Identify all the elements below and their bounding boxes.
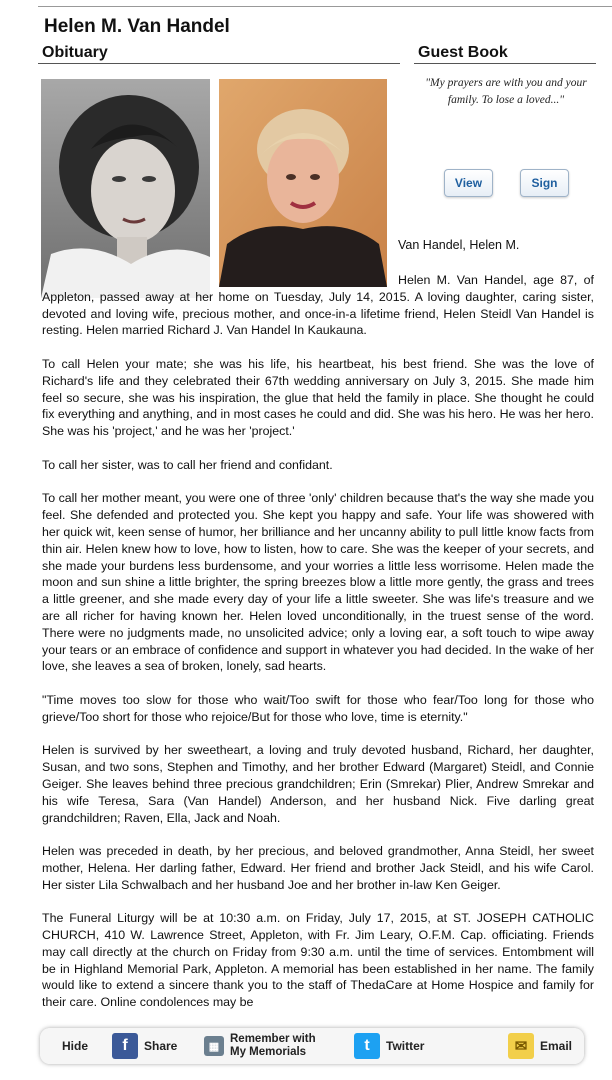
obituary-paragraph: The Funeral Liturgy will be at 10:30 a.m. on Friday, July 17, 2015, at ST. JOSEPH CATHOLIC CHURCH, 410 W. Lawrence Street, Appleton, with Fr. Jim Leary, O.F.M. Cap. officiating. Friends may call directly at the church on Friday from 9:30 a.m. until the time of services. Entombment will be in Highland Memorial Park, Appleton. A memorial has been established in her name. The family would like to extend a sincere thank you to the staff of ThedaCare at Home Hospice and family for their care. Online condolences may be — [42, 911, 594, 1010]
hide-button[interactable] — [62, 1028, 88, 1064]
email-button[interactable] — [508, 1028, 572, 1064]
portrait-photo-recent — [219, 79, 387, 287]
share-toolbar — [40, 1028, 584, 1064]
share-label: Share — [144, 1039, 178, 1053]
hide-label: Hide — [62, 1039, 89, 1053]
obituary-body — [42, 272, 594, 1028]
obituary-divider — [38, 63, 400, 64]
remember-button[interactable] — [204, 1028, 330, 1064]
view-button[interactable]: View — [444, 169, 493, 197]
facebook-icon: f — [112, 1033, 138, 1059]
sign-button[interactable]: Sign — [520, 169, 569, 197]
obituary-paragraph: "Time moves too slow for those who wait/Too swift for those who fear/Too long for those who grieve/Too short for those who rejoice/But for those who love, time is eternity." — [42, 692, 594, 724]
obituary-paragraph: Helen was preceded in death, by her precious, and beloved grandmother, Anna Steidl, her sweet mother, Helena. Her darling father, Edward. Her friend and brother Jack Steidl, and his wife Carol. Her sister Lila Schwalbach and her husband Joe and her brother in-law Ken Geiger. — [42, 844, 594, 892]
obituary-name-line: Van Handel, Helen M. — [398, 238, 520, 252]
obituary-paragraph: Helen M. Van Handel, age 87, of Appleton, passed away at her home on Tuesday, July 14, 2015. A loving daughter, caring sister, devoted and loving wife, precious mother, and once-in-a lifetime friend, Helen Steidl Van Handel is resting. Helen married Richard J. Van Handel In Kaukauna. — [42, 273, 594, 338]
obituary-paragraph: To call her sister, was to call her friend and confidant. — [42, 457, 333, 472]
obituary-paragraph: Helen is survived by her sweetheart, a loving and truly devoted husband, Richard, her daughter, Susan, and two sons, Stephen and Timothy, and her brother Edward (Margaret) Steidl, and Connie Geiger. She leaves behind three precious grandchildren; Erin (Smrekar) Plier, Andrew Smrekar and his wife Teresa, Sara (Van Handel) Anderson, and her husband Nick. Five darling great grandchildren; Raven, Ella, Jack and Noah. — [42, 743, 594, 825]
guest-book-heading: Guest Book — [418, 44, 508, 61]
page-title: Helen M. Van Handel — [44, 16, 230, 37]
twitter-icon: t — [354, 1033, 380, 1059]
twitter-button[interactable] — [354, 1028, 424, 1064]
email-icon: ✉ — [508, 1033, 534, 1059]
memorials-icon: ▦ — [204, 1036, 224, 1056]
portrait-photo-young — [41, 79, 210, 298]
obituary-paragraph: To call Helen your mate; she was his life, his heartbeat, his best friend. She was the love of Richard's life and they celebrated their 67th wedding anniversary on July 3, 2015. She made him feel so secure, she was his inspiration, the glue that held the family in place. She thought he could fix everything and anything, and in most cases he could and did. She was his hero. He was her hero. She was his 'project,' and he was her 'project.' — [42, 356, 594, 439]
obituary-heading: Obituary — [42, 44, 108, 61]
email-label: Email — [540, 1039, 573, 1053]
guest-book-quote[interactable]: "My prayers are with you and your family. To lose a loved..." — [425, 77, 587, 106]
guest-book-divider — [414, 63, 596, 64]
remember-label: Remember with My Memorials — [230, 1033, 316, 1058]
obituary-paragraph: To call her mother meant, you were one of three 'only' children because that's the way she made you feel. She defended and protected you. She kept you happy and safe. Your life was showered with her quick wit, keen sense of humor, her brilliance and her uncanny ability to pull little know facts from thin air. Helen knew how to love, how to listen, how to care. She was the keeper of your secrets, and she made your burdens less burdensome, and your worries a little less worrisome. Helen made the moon and sun shine a little brighter, the spring breezes blow a little more gently, the grass and trees a little greener, and she made every day of your life a little sweeter. She was life's treasure and we are all richer for having known her. Helen loved unconditionally, in the truest sense of the word. There were no judgments made, no unsolicited advice; only a loving ear, a soft touch to wipe away your tears or an embrace of confidence and support in whatever you had decided. In the wake of her love, she leaves a sea of broken, lonely, sad hearts. — [42, 491, 594, 674]
twitter-label: Twitter — [386, 1039, 425, 1053]
top-divider — [38, 6, 612, 7]
share-button[interactable] — [112, 1028, 177, 1064]
